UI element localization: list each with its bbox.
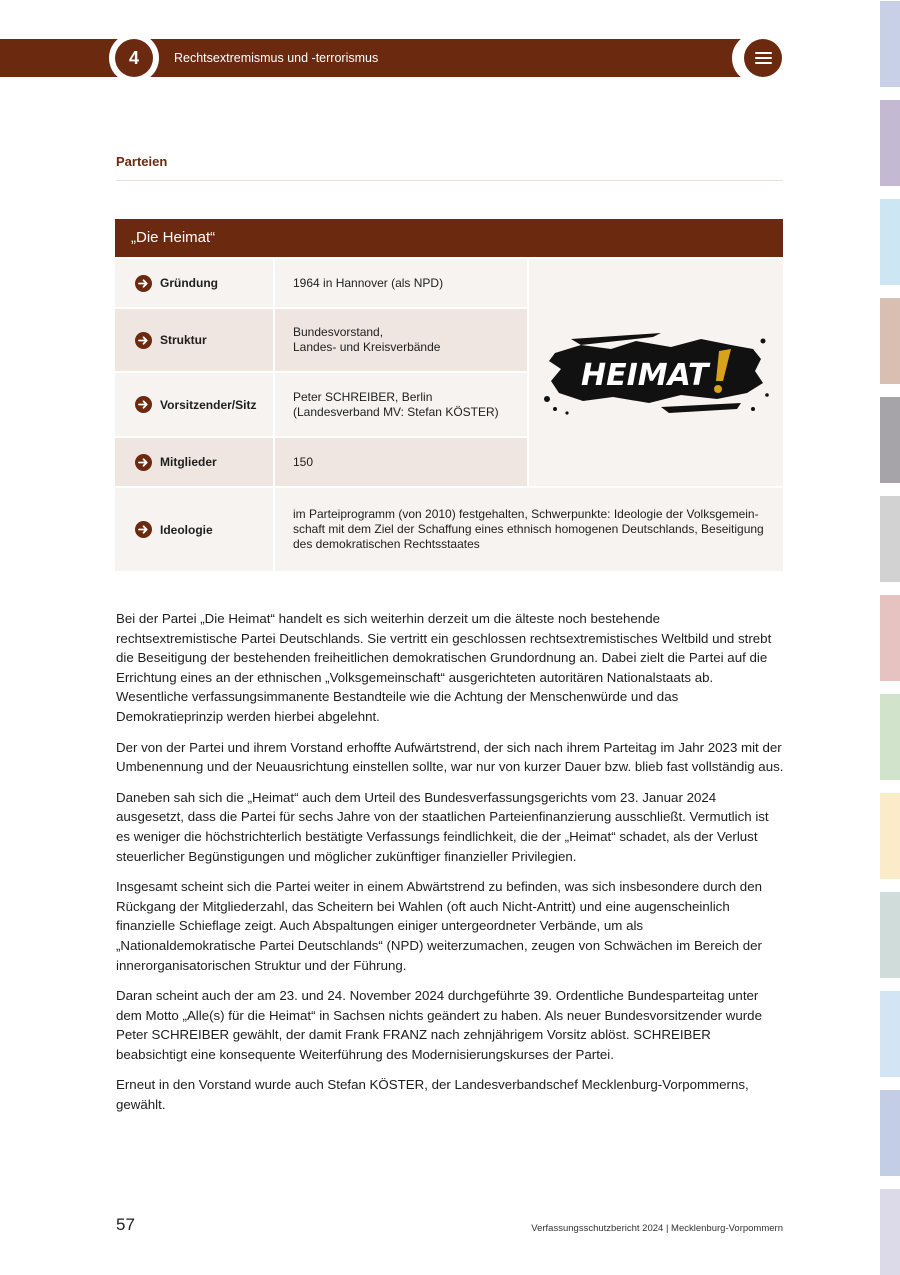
fact-label-cell xyxy=(115,373,273,436)
chapter-tab-12[interactable] xyxy=(880,1090,900,1176)
fact-value-cell xyxy=(275,309,527,371)
chapter-tab-2[interactable] xyxy=(880,100,900,186)
fact-label-cell xyxy=(115,259,273,307)
fact-value-line: Peter SCHREIBER, Berlin xyxy=(293,389,433,404)
hamburger-icon-line xyxy=(755,62,772,64)
arrow-right-icon xyxy=(135,275,152,292)
fact-label: Struktur xyxy=(160,333,207,347)
fact-value-line: 150 xyxy=(293,454,314,469)
fact-table-title: „Die Heimat“ xyxy=(115,219,783,257)
footer-text: Verfassungsschutzbericht 2024 | Mecklenburg-Vorpommern xyxy=(531,1223,783,1234)
fact-value-line: (Landesverband MV: Stefan KÖSTER) xyxy=(293,404,499,419)
hamburger-icon-line xyxy=(755,57,772,59)
chapter-tab-7[interactable] xyxy=(880,595,900,681)
section-divider xyxy=(116,180,783,181)
heimat-logo xyxy=(541,323,771,423)
paragraph: Erneut in den Vorstand wurde auch Stefan KÖSTER, der Landesverbandschef Mecklenburg-Vorpommerns, gewählt. xyxy=(116,1077,749,1113)
paragraph: Daneben sah sich die „Heimat“ auch dem Urteil des Bundesverfassungsgerichts vom 23. Januar 2024 ausgesetzt, dass die Partei für sechs Jahre von der staatlichen Parteienfinanzierung ausschließt. Vermutlich ist es weniger die höchstrichterlich bestätigte Verfassungs feindlichkeit, die der „Heimat“ schadet, als der Verlust steuerlicher Begünstigungen und möglicher zukünftiger finanzieller Privilegien. xyxy=(116,789,769,864)
arrow-right-icon xyxy=(135,332,152,349)
chapter-tab-9[interactable] xyxy=(880,793,900,879)
chapter-number[interactable]: 4 xyxy=(115,39,153,77)
fact-value-cell xyxy=(275,373,527,436)
chapter-tab-5[interactable] xyxy=(880,397,900,483)
fact-value-line: im Parteiprogramm (von 2010) festgehalten, Schwerpunkte: Ideologie der Volksgemein- xyxy=(293,507,759,521)
fact-label: Gründung xyxy=(160,276,218,290)
arrow-right-icon xyxy=(135,396,152,413)
chapter-tab-11[interactable] xyxy=(880,991,900,1077)
fact-value-line: schaft mit dem Ziel der Schaffung eines ethnisch homogenen Deutschlands, Beseitigung xyxy=(293,522,764,536)
fact-label: Ideologie xyxy=(160,522,213,537)
fact-value-line: Landes- und Kreisverbände xyxy=(293,340,441,354)
fact-label: Mitglieder xyxy=(160,455,217,469)
fact-value-cell xyxy=(275,438,527,486)
fact-value-cell xyxy=(275,488,783,571)
fact-label-cell xyxy=(115,309,273,371)
menu-button[interactable] xyxy=(744,39,782,77)
chapter-tab-1[interactable] xyxy=(880,1,900,87)
paragraph: Bei der Partei „Die Heimat“ handelt es sich weiterhin derzeit um die älteste noch bestehende rechtsextremistische Partei Deutschlands. Sie vertritt ein geschlossen rechtsextremistisches Weltbild und strebt die Beseitigung der bestehenden freiheitlichen demokratischen Grundordnung an. Dabei zielt die Partei auf die Errichtung eines an der ethnischen „Volksgemeinschaft“ ausgerichteten autoritären Nationalstaats ab. Wesentliche verfassungsimmanente Bestandteile wie die Achtung der Menschenwürde und das Demokratieprinzip werden hierbei abgelehnt. xyxy=(116,611,772,724)
party-logo-cell xyxy=(529,259,783,486)
chapter-tab-6[interactable] xyxy=(880,496,900,582)
page-number: 57 xyxy=(116,1215,135,1234)
paragraph: Insgesamt scheint sich die Partei weiter in einem Abwärtstrend zu befinden, was sich insbesondere durch den Rückgang der Mitgliederzahl, das Scheitern bei Wahlen (oft auch Nicht-Antritt) und eine augenscheinlich finanzielle Schieflage zeigt. Auch Abspaltungen einiger untergeordneter Verbände, um als „Nationaldemokratische Partei Deutschlands“ (NPD) weiterzumachen, zeugen von Schwächen im Bereich der innerorganisatorischen Struktur und der Führung. xyxy=(116,879,762,973)
chapter-tab-10[interactable] xyxy=(880,892,900,978)
hamburger-icon-line xyxy=(755,52,772,54)
paragraph: Daran scheint auch der am 23. und 24. November 2024 durchgeführte 39. Ordentliche Bundesparteitag unter dem Motto „Alle(s) für die Heimat“ in Sachsen nichts geändert zu haben. Als neuer Bundesvorsitzender wurde Peter SCHREIBER gewählt, der damit Frank FRANZ nach zehnjährigem Vorsitz ablöst. SCHREIBER beabsichtigt eine konsequente Weiterführung des Modernisierungskurses der Partei. xyxy=(116,988,762,1062)
chapter-title[interactable]: Rechtsextremismus und -terrorismus xyxy=(174,51,379,65)
chapter-tab-13[interactable] xyxy=(880,1189,900,1275)
fact-value-cell xyxy=(275,259,527,307)
arrow-right-icon xyxy=(135,454,152,471)
chapter-tab-8[interactable] xyxy=(880,694,900,780)
fact-value-line: Bundesvorstand, xyxy=(293,325,384,339)
fact-label: Vorsitzender/Sitz xyxy=(160,397,257,412)
arrow-right-icon xyxy=(135,521,152,538)
logo-wordmark: HEIMAT xyxy=(581,357,709,393)
paragraph: Der von der Partei und ihrem Vorstand erhoffte Aufwärtstrend, der sich nach ihrem Parteitag im Jahr 2023 mit der Umbenennung und der Neuausrichtung einstellen sollte, war nur von kurzer Dauer bzw. blieb fast vollständig aus. xyxy=(116,739,784,775)
fact-value-line: des demokratischen Rechtsstaates xyxy=(293,537,480,551)
fact-label-cell xyxy=(115,438,273,486)
body-text xyxy=(116,609,784,1126)
section-heading: Parteien xyxy=(116,154,168,169)
fact-value-line: 1964 in Hannover (als NPD) xyxy=(293,275,444,290)
chapter-tab-4[interactable] xyxy=(880,298,900,384)
fact-label-cell xyxy=(115,488,273,571)
chapter-tab-3[interactable] xyxy=(880,199,900,285)
